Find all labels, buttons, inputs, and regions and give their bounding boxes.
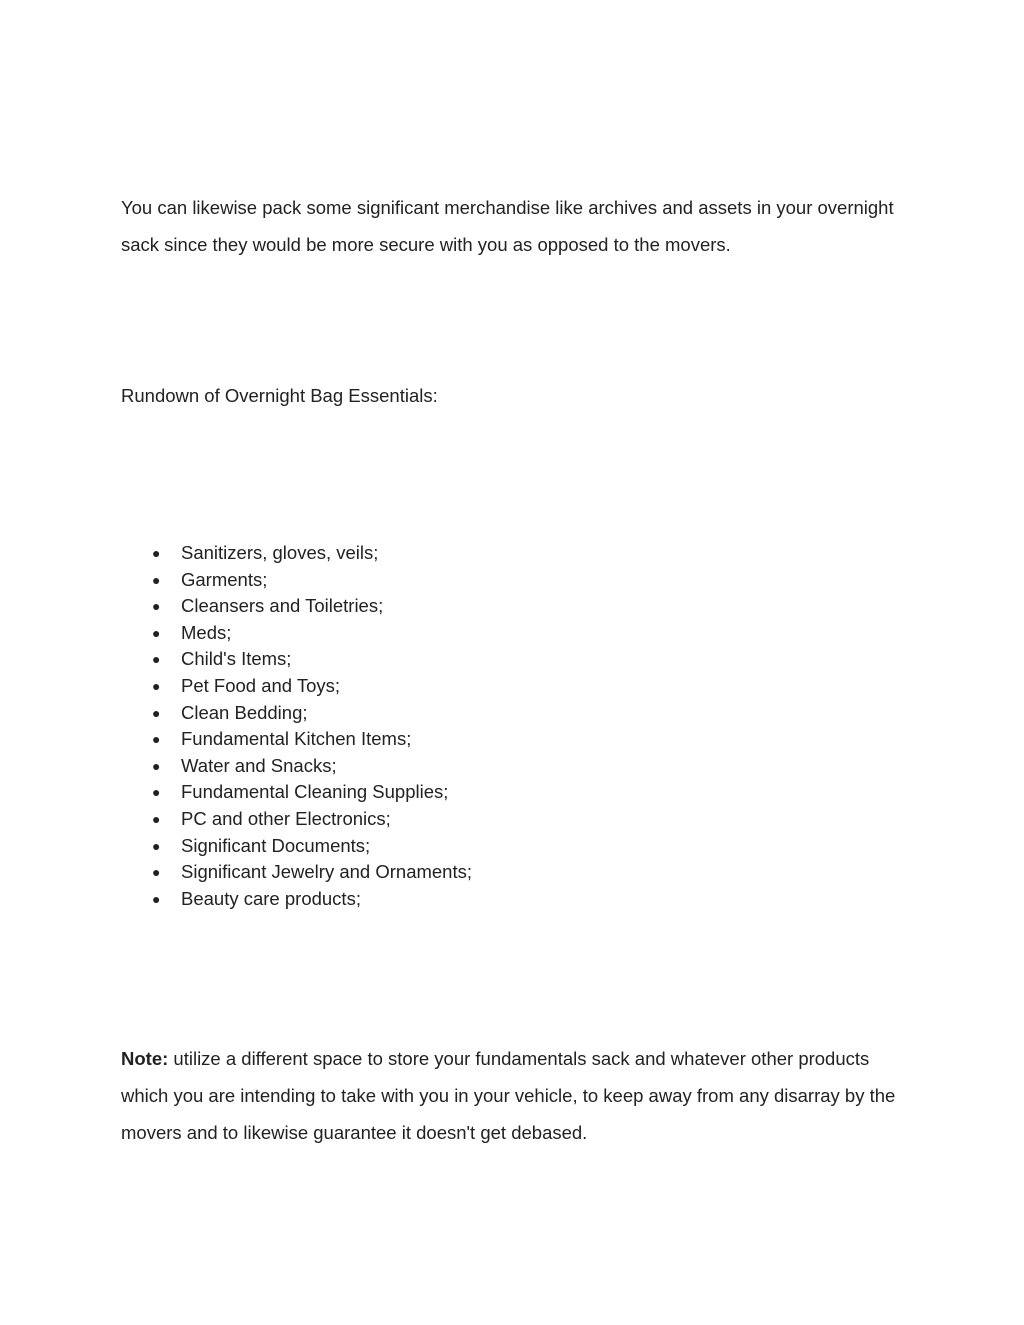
bullet-icon: ● [152,624,161,641]
bullet-icon: ● [152,704,161,721]
list-item [121,859,472,886]
bullet-icon: ● [152,571,161,588]
list-item-text: Beauty care products; [181,887,361,909]
list-item-text: Significant Jewelry and Ornaments; [181,861,472,883]
list-item [121,540,472,567]
list-item [121,886,472,913]
list-item-text: Cleansers and Toiletries; [181,595,384,617]
list-item [121,620,472,647]
list-item [121,593,472,620]
note-label: Note: [121,1048,169,1069]
list-item [121,567,472,594]
list-item-text: Fundamental Cleaning Supplies; [181,781,449,803]
list-heading: Rundown of Overnight Bag Essentials: [121,385,438,406]
list-item [121,673,472,700]
list-item-text: Water and Snacks; [181,754,337,776]
list-item-text: Garments; [181,568,268,590]
list-item [121,700,472,727]
list-item-text: Sanitizers, gloves, veils; [181,542,379,563]
list-item [121,806,472,833]
essentials-list [121,540,472,912]
bullet-icon: ● [152,864,161,881]
bullet-icon: ● [152,731,161,748]
bullet-icon: ● [152,837,161,854]
list-item-text: Child's Items; [181,648,292,670]
list-item [121,779,472,806]
list-item-text: Clean Bedding; [181,701,308,723]
list-item-text: Meds; [181,621,232,643]
list-item [121,726,472,753]
note-paragraph [121,1040,911,1151]
bullet-icon: ● [152,784,161,801]
bullet-icon: ● [152,890,161,907]
bullet-icon: ● [152,757,161,774]
list-item [121,646,472,673]
list-item [121,833,472,860]
note-text: utilize a different space to store your fundamentals sack and whatever other products which you are intending to take with you in your vehicle, to keep away from any disarray by the movers and to likewise guarantee it doesn't get debased. [121,1048,896,1143]
list-item-text: Pet Food and Toys; [181,674,341,696]
bullet-icon: ● [152,810,161,827]
bullet-icon: ● [152,545,161,561]
list-item [121,753,472,780]
bullet-icon: ● [152,677,161,694]
list-item-text: Fundamental Kitchen Items; [181,728,412,750]
list-item-text: Significant Documents; [181,834,371,856]
list-item-text: PC and other Electronics; [181,807,391,829]
intro-paragraph: You can likewise pack some significant merchandise like archives and assets in your overnight sack since they would be more secure with you as opposed to the movers. [121,197,894,255]
bullet-icon: ● [152,651,161,668]
bullet-icon: ● [152,598,161,615]
